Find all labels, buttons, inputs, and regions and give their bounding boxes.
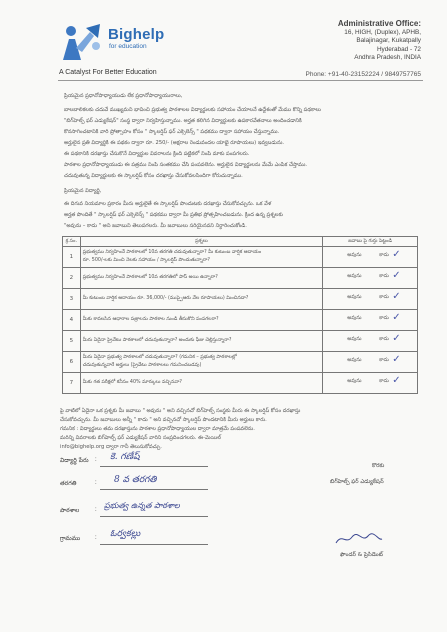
question-cell: [80, 373, 323, 394]
question-cell: [80, 310, 323, 331]
paragraph-line: బాలబాలికలకు చదువే ముఖ్యమని భావించి ప్రభుత్వ పాఠశాలల విద్యార్థులకు సహాయం చేయాలనే ఉద్దేశంతో మేము కొన్ని పథకాలు: [64, 107, 321, 113]
paragraph-line: కొనసాగించటానికి వారి ప్రోత్సాహం కోసం " స్కాలర్షిప్ ఫర్ ఎక్సెలెన్స్ " పథకము ద్వారా సహాయం చేస్తున్నాము.: [64, 129, 280, 135]
row-number: 5: [63, 331, 81, 352]
greeting-headmaster: ప్రియమైన ప్రధానోపాధ్యాయుడు లేక ప్రధానోపాధ్యాయురాలు,: [64, 93, 183, 99]
note-line: మరిన్ని వివరాలకు బిగ్‌హెల్ప్ ఫర్ ఎడ్యుకేషన్ వారిని సంప్రదించగలరు. ఈ-మెయిల్: [60, 435, 221, 441]
yes-option[interactable]: అవును: [347, 378, 362, 384]
no-option[interactable]: కాదు: [379, 378, 389, 384]
question-text: మీరు ఏదైనా ప్రభుత్వ పాఠశాలలో చదువుతున్నారా? (గమనిక – ప్రభుత్వ పాఠశాలల్లో: [82, 354, 237, 360]
no-option[interactable]: కాదు: [379, 252, 389, 258]
row-number: 4: [63, 310, 81, 331]
yes-option[interactable]: అవును: [347, 273, 362, 279]
address-line: Balajinagar, Kukatpally: [356, 37, 421, 45]
column-header: క్ర.సం.: [63, 237, 81, 247]
school-value[interactable]: ప్రభుత్వ ఉన్నత పాఠశాల: [104, 501, 180, 510]
tick-mark-icon: ✓: [392, 291, 401, 302]
row-number: 7: [63, 373, 81, 394]
colon: :: [95, 535, 97, 541]
paragraph-line: అర్హత పొందితే " స్కాలర్షిప్ ఫర్ ఎక్సెలెన్స్ " పథకము ద్వారా మీ ప్రతిభ ప్రోత్సహించబడును. క్రింద ఉన్న ప్రశ్నలకు: [64, 212, 283, 218]
paragraph-line: చదువుతున్న విద్యార్థులకు ఈ స్కాలర్షిప్ కోసం దరఖాస్తు చేసుకోవలసిందిగా కోరుచున్నాము.: [64, 173, 243, 179]
tagline: A Catalyst For Better Education: [59, 69, 157, 76]
paragraph-line: ఈ దిగువ నియమాల ప్రకారం మీరు అర్హులైతే ఈ స్కాలర్షిప్ పొందుటకు దరఖాస్తు చేసుకోవచ్చును. ఒక వేళ: [64, 201, 272, 207]
question-cell: [80, 247, 323, 268]
student-name-label: విద్యార్థి పేరు: [60, 457, 89, 464]
note-line: info@bighelp.org ద్వారా గానీ తెలుసుకోవచ్చు.: [60, 444, 162, 450]
column-header: జవాబు పై గుర్తు పెట్టండి: [323, 237, 418, 247]
question-text: మీకు గత పరీక్షలో కనీసం 40% మార్కులు వచ్చినవా?: [82, 379, 182, 385]
answer-cell[interactable]: [323, 352, 418, 373]
greeting-student: ప్రియమైన విద్యార్థి,: [64, 188, 102, 194]
no-option[interactable]: కాదు: [379, 273, 389, 279]
for-label: కొరకు: [372, 463, 385, 469]
bighelp-logo-icon: [60, 22, 106, 62]
tick-mark-icon: ✓: [392, 375, 401, 386]
answer-cell[interactable]: [323, 247, 418, 268]
column-header: ప్రశ్నలు: [80, 237, 323, 247]
school-label: పాఠశాల: [60, 507, 80, 514]
question-text: మీ కుటుంబ వార్షిక ఆదాయం రూ. 36,000/- (ముప్పైఆరు వేల రూపాయలు) మించినదా?: [82, 295, 249, 301]
note-line: గమనిక : విద్యార్థులు తమ దరఖాస్తును పాఠశాల ప్రధానోపాధ్యాయుల ద్వారా మాత్రమే పంపవలెను.: [60, 426, 255, 432]
yes-option[interactable]: అవును: [347, 294, 362, 300]
tick-mark-icon: ✓: [392, 249, 401, 260]
tick-mark-icon: ✓: [392, 270, 401, 281]
class-value[interactable]: 8 వ తరగతి: [114, 475, 157, 485]
question-text: మీరు ఏదైనా ప్రైవేటు పాఠశాలలో చదువుతున్నారా? అందుకు ఫీజు చెల్లిస్తున్నారా?: [82, 337, 232, 343]
paragraph-line: పాఠశాల ప్రధానోపాధ్యాయుడు ఈ పత్రము నింపి సంతకము చేసి పంపవలెను. అర్హులైన విద్యార్థులను మేమే ఎంపిక చేస్తాము.: [64, 162, 308, 168]
question-text: చదువుతున్నవారే అర్హులు (ప్రైవేటు పాఠశాలలు గమనించబడవు): [82, 363, 202, 368]
underline: [100, 544, 208, 545]
address-line: Andhra Pradesh, INDIA: [354, 54, 421, 62]
table-row: [63, 352, 418, 373]
underline: [100, 489, 208, 490]
answer-cell[interactable]: [323, 289, 418, 310]
question-text: రూ. 500/-లకు మించి నెలకు సహాయం / స్కాలర్షిప్ పొందుతున్నారా?: [82, 258, 210, 263]
paragraph-line: ఈ పథకానికి దరఖాస్తు చేసుకొనే విద్యార్థుల వివరాలను క్రింది పట్టికలో నింపి మాకు పంపగలరు.: [64, 151, 250, 157]
signature-icon: [334, 531, 384, 547]
student-name-value[interactable]: కె. గణేష్: [110, 452, 140, 462]
yes-option[interactable]: అవును: [347, 315, 362, 321]
paragraph-line: "అవును – కాదు " అని జవాబుని తెలుపగలరు. మీ జవాబులు సరియైనవని నిర్ధారించుకోండి.: [64, 223, 247, 229]
colon: :: [95, 507, 97, 513]
note-line: పై వాటిలో ఏదైనా ఒక ప్రశ్నకు మీ జవాబు " అవును " అని వచ్చినచో బిగ్‌హెల్ప్ సంస్థకు మీరు ఈ స్కాలర్షిప్ కోసం దరఖాస్తు: [60, 408, 301, 414]
question-cell: [80, 331, 323, 352]
yes-option[interactable]: అవును: [347, 336, 362, 342]
paragraph-line: అర్హులైన ప్రతి విద్యార్థికి ఈ పథకం ద్వారా రూ. 250/- (అక్షరాల రెండువందల యాభై రూపాయలు) ఇవ్వబడును.: [64, 140, 285, 146]
row-number: 2: [63, 268, 81, 289]
underline: [100, 516, 208, 517]
brand-subtitle: for education: [109, 43, 147, 50]
header-divider: [58, 80, 423, 81]
answer-cell[interactable]: [323, 310, 418, 331]
village-value[interactable]: ఓర్వకల్లు: [110, 529, 141, 539]
row-number: 3: [63, 289, 81, 310]
question-text: మీకు కావలసిన ఆధారాల పత్రాలను పాఠశాల నుండి తీసుకొని పంపగలరా?: [82, 316, 219, 322]
signatory-title: ఫౌండర్ & ప్రెసిడెంట్: [340, 552, 383, 558]
address-line: Hyderabad - 72: [376, 45, 421, 53]
class-label: తరగతి: [60, 480, 77, 487]
no-option[interactable]: కాదు: [379, 315, 389, 321]
table-header-row: [63, 237, 418, 247]
colon: :: [95, 457, 97, 463]
underline: [100, 466, 208, 467]
tick-mark-icon: ✓: [392, 333, 401, 344]
answer-cell[interactable]: [323, 268, 418, 289]
yes-option[interactable]: అవును: [347, 252, 362, 258]
table-row: [63, 247, 418, 268]
no-option[interactable]: కాదు: [379, 357, 389, 363]
tick-mark-icon: ✓: [392, 312, 401, 323]
table-row: [63, 268, 418, 289]
tick-mark-icon: ✓: [392, 354, 401, 365]
colon: :: [95, 480, 97, 486]
table-row: [63, 373, 418, 394]
question-cell: [80, 268, 323, 289]
answer-cell[interactable]: [323, 373, 418, 394]
office-address: [338, 18, 421, 63]
office-title: Administrative Office:: [337, 19, 421, 28]
note-line: చేసుకోవచ్చును. మీ జవాబులు అన్నీ " కాదు " అని వచ్చినచో స్కాలర్షిప్ పొందటానికి మీరు అర్హులు కారు.: [60, 417, 267, 423]
table-row: [63, 289, 418, 310]
question-text: ప్రభుత్వము నిర్వహించే పాఠశాలలో 10వ తరగతి చదువుతున్నారా? మీ కుటుంబ వార్షిక ఆదాయం: [82, 249, 262, 255]
address-line: 16, HIGH, (Duplex), APHB,: [344, 29, 421, 36]
phone-numbers: Phone: +91-40-23152224 / 9849757765: [305, 71, 421, 78]
village-label: గ్రామము: [60, 535, 81, 542]
no-option[interactable]: కాదు: [379, 336, 389, 342]
questions-table: [62, 236, 418, 394]
no-option[interactable]: కాదు: [379, 294, 389, 300]
question-cell: [80, 352, 323, 373]
row-number: 6: [63, 352, 81, 373]
table-row: [63, 331, 418, 352]
paragraph-line: "బిగ్‌హెల్ప్ ఫర్ ఎడ్యుకేషన్" సంస్థ ద్వారా నిర్వహిస్తున్నాము. అర్హత కలిగిన విద్యార్థులకు ఉపకారవేతనాలు అందించడానికి: [64, 118, 302, 124]
row-number: 1: [63, 247, 81, 268]
brand-name: Bighelp: [108, 26, 165, 43]
yes-option[interactable]: అవును: [347, 357, 362, 363]
table-row: [63, 310, 418, 331]
question-cell: [80, 289, 323, 310]
answer-cell[interactable]: [323, 331, 418, 352]
question-text: ప్రభుత్వము నిర్వహించే పాఠశాలలో 10వ తరగతిలో పాస్ అయి ఉన్నారా?: [82, 274, 218, 280]
organization-name: బిగ్‌హెల్ప్ ఫర్ ఎడ్యుకేషన్: [330, 479, 384, 485]
